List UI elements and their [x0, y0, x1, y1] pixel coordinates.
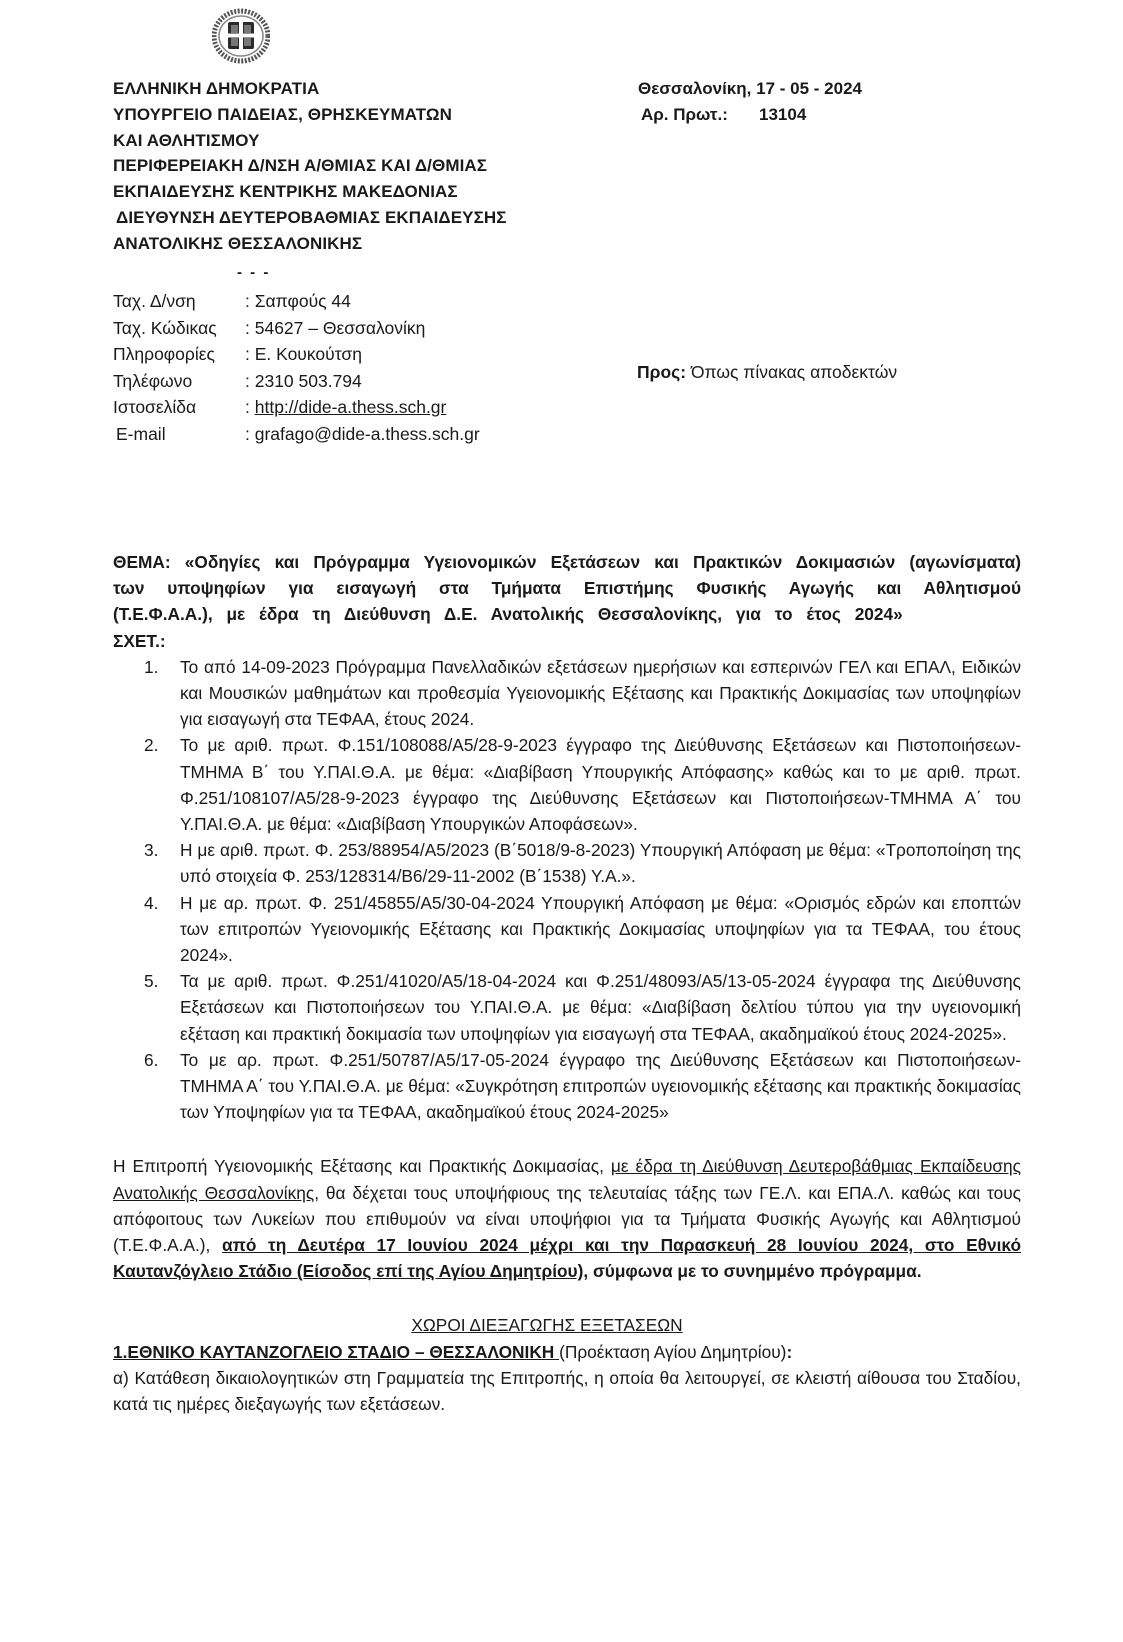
sender-line: ΕΚΠΑΙΔΕΥΣΗΣ ΚΕΝΤΡΙΚΗΣ ΜΑΚΕΔΟΝΙΑΣ [113, 182, 458, 202]
reference-text: Το από 14-09-2023 Πρόγραμμα Πανελλαδικών εξετάσεων ημερήσιων και εσπερινών ΓΕΛ και ΕΠΑΛ, Ειδικών και Μουσικών μαθημάτων και προθεσμία Υγειονομικής Εξέτασης και Πρακτικής Δοκιμασίας των υποψηφίων για εισαγωγή στα ΤΕΦΑΑ, έτους 2024. [180, 656, 1021, 730]
place-date: Θεσσαλονίκη, 17 - 05 - 2024 [638, 79, 862, 98]
contact-website [113, 394, 480, 421]
greek-coat-of-arms-icon [212, 8, 270, 64]
document-meta [638, 76, 862, 128]
paragraph-dates-location: από τη Δευτέρα 17 Ιουνίου 2024 μέχρι και την Παρασκευή 28 Ιουνίου 2024, στο Εθνικό Καυτανζόγλειο Στάδιο (Είσοδος επί της Αγίου Δημητρίου), [113, 1235, 1021, 1282]
email-value: : grafago@dide-a.thess.sch.gr [245, 423, 480, 444]
reference-number: 6. [144, 1049, 159, 1070]
sender-line: ΚΑΙ ΑΘΛΗΤΙΣΜΟΥ [113, 130, 260, 150]
reference-number: 4. [144, 892, 159, 913]
website-prefix: : [245, 397, 255, 417]
venues-title: ΧΩΡΟΙ ΔΙΕΞΑΓΩΓΗΣ ΕΞΕΤΑΣΕΩΝ [411, 1315, 683, 1336]
phone-value: : 2310 503.794 [245, 370, 362, 391]
contact-postcode [113, 315, 480, 342]
reference-number: 3. [144, 840, 159, 861]
reference-text: Η με αρ. πρωτ. Φ. 251/45855/Α5/30-04-2024 Υπουργική Απόφαση με θέμα: «Ορισμός εδρών και εποπτών των επιτροπών Υγειονομικής Εξέτασης και Πρακτικής Δοκιμασίας υποψηφίων για τα ΤΕΦΑΑ, του έτους 2024». [180, 892, 1021, 966]
venue-name: 1.ΕΘΝΙΚΟ ΚΑΥΤΑΝΖΟΓΛΕΙΟ ΣΤΑΔΙΟ – ΘΕΣΣΑΛΟΝΙΚΗ [113, 1341, 560, 1362]
reference-item [146, 837, 1021, 889]
reference-item [146, 890, 1021, 969]
main-paragraph [113, 1153, 1021, 1284]
contact-block [113, 288, 480, 447]
reference-item [146, 1047, 1021, 1126]
sender-line: ΠΕΡΙΦΕΡΕΙΑΚΗ Δ/ΝΣΗ Α/ΘΜΙΑΣ ΚΑΙ Δ/ΘΜΙΑΣ [113, 156, 488, 176]
contact-address [113, 288, 480, 315]
phone-label: Τηλέφωνο [113, 370, 193, 391]
references-list [113, 654, 1021, 1126]
reference-number: 2. [144, 735, 159, 756]
reference-item [146, 732, 1021, 837]
references-label: ΣΧΕΤ.: [113, 630, 166, 651]
sender-block [113, 76, 507, 257]
reference-text: Το με αριθ. πρωτ. Φ.151/108088/Α5/28-9-2023 έγγραφο της Διεύθυνσης Εξετάσεων και Πιστοποιήσεων-ΤΜΗΜΑ Β΄ του Υ.ΠΑΙ.Θ.Α. με θέμα: «Διαβίβαση Υπουργικής Απόφασης» καθώς και το με αριθ. πρωτ. Φ.251/108107/Α5/28-9-2023 έγγραφο της Διεύθυνσης Εξετάσεων και Πιστοποιήσεων-ΤΜΗΜΑ Α΄ του Υ.ΠΑΙ.Θ.Α. με θέμα: «Διαβίβαση Υπουργικών Αποφάσεων». [180, 735, 1021, 835]
reference-item [146, 968, 1021, 1047]
reference-text: Η με αριθ. πρωτ. Φ. 253/88954/Α5/2023 (Β΄5018/9-8-2023) Υπουργική Απόφαση με θέμα: «Τροποποίηση της υπό στοιχεία Φ. 253/128314/Β6/29-11-2002 (Β΄1538) Υ.Α.». [180, 840, 1021, 887]
venue-colon: : [786, 1341, 793, 1362]
contact-email [113, 421, 480, 448]
address-value: : Σαπφούς 44 [245, 291, 351, 311]
venue-item-a: α) Κατάθεση δικαιολογητικών στη Γραμματεία της Επιτροπής, η οποία θα λειτουργεί, σε κλειστή αίθουσα του Σταδίου, κατά τις ημέρες διεξαγωγής των εξετάσεων. [113, 1367, 1021, 1415]
sender-line: ΥΠΟΥΡΓΕΙΟ ΠΑΙΔΕΙΑΣ, ΘΡΗΣΚΕΥΜΑΤΩΝ [113, 104, 452, 124]
postcode-value: : 54627 – Θεσσαλονίκη [245, 317, 426, 338]
postcode-label: Ταχ. Κώδικας [113, 317, 217, 338]
reference-number: 5. [144, 971, 159, 992]
protocol-row [638, 102, 862, 128]
protocol-label: Αρ. Πρωτ.: [641, 105, 728, 124]
recipients [637, 362, 897, 383]
paragraph-closing: σύμφωνα με το συνημμένο πρόγραμμα. [588, 1261, 922, 1282]
paragraph-text: Η Επιτροπή Υγειονομικής Εξέτασης και Πρακτικής Δοκιμασίας, [113, 1156, 611, 1177]
venue-heading [113, 1339, 1021, 1365]
reference-number: 1. [144, 656, 159, 677]
contact-info [113, 341, 480, 368]
venue-location: (Προέκταση Αγίου Δημητρίου) [559, 1341, 787, 1362]
recipients-value: Όπως πίνακας αποδεκτών [690, 362, 898, 382]
contact-phone [113, 368, 480, 395]
address-label: Ταχ. Δ/νση [113, 291, 196, 311]
website-label: Ιστοσελίδα [113, 397, 197, 417]
subject: ΘΕΜΑ: «Οδηγίες και Πρόγραμμα Υγειονομικών Εξετάσεων και Πρακτικών Δοκιμασιών (αγωνίσματα) των υποψηφίων για εισαγωγή στα Τμήματα Επιστήμης Φυσικής Αγωγής και Αθλητισμού (Τ.Ε.Φ.Α.Α.), με έδρα τη Διεύθυνση Δ.Ε. Ανατολικής Θεσσαλονίκης, για το έτος 2024» [113, 552, 1021, 625]
document-body [113, 549, 1021, 1417]
info-value: : Ε. Κουκούτση [245, 344, 362, 364]
protocol-number: 13104 [759, 105, 807, 124]
reference-text: Τα με αριθ. πρωτ. Φ.251/41020/Α5/18-04-2024 και Φ.251/48093/Α5/13-05-2024 έγγραφα της Διεύθυνσης Εξετάσεων και Πιστοποιήσεων του Υ.ΠΑΙ.Θ.Α. με θέμα: «Διαβίβαση δελτίου τύπου για την υγειονομική εξέταση και πρακτική δοκιμασία των υποψηφίων για εισαγωγή στα ΤΕΦΑΑ, ακαδημαϊκού έτους 2024-2025». [180, 971, 1021, 1044]
sender-line: ΕΛΛΗΝΙΚΗ ΔΗΜΟΚΡΑΤΙΑ [113, 79, 320, 98]
paragraph-underlined-seat: με έδρα τη Διεύθυνση Δευτεροβάθμιας Εκπαίδευσης Ανατολικής Θεσσαλονίκης, [113, 1156, 1021, 1203]
paragraph-text: θα δέχεται τους υποψήφιους της τελευταίας τάξης των ΓΕ.Λ. και ΕΠΑ.Λ. καθώς και τους απόφοιτους των Λυκείων που επιθυμούν να είναι υποψήφιοι για τα Τμήματα Φυσικής Αγωγής και Αθλητισμού (Τ.Ε.Φ.Α.Α.), [113, 1182, 1021, 1256]
reference-text: Το με αρ. πρωτ. Φ.251/50787/Α5/17-05-2024 έγγραφο της Διεύθυνσης Εξετάσεων και Πιστοποιήσεων-ΤΜΗΜΑ Α΄ του Υ.ΠΑΙ.Θ.Α. με θέμα: «Συγκρότηση επιτροπών υγειονομικής εξέτασης και πρακτικής δοκιμασίας των Υποψηφίων για τα ΤΕΦΑΑ, ακαδημαϊκού έτους 2024-2025» [180, 1049, 1021, 1123]
recipients-label: Προς: [637, 362, 687, 382]
website-link[interactable]: http://dide-a.thess.sch.gr [254, 397, 447, 417]
email-label: E-mail [116, 423, 166, 444]
sender-line: ΔΙΕΥΘΥΝΣΗ ΔΕΥΤΕΡΟΒΑΘΜΙΑΣ ΕΚΠΑΙΔΕΥΣΗΣ [116, 207, 507, 227]
info-label: Πληροφορίες [113, 344, 215, 364]
reference-item [146, 654, 1021, 733]
separator: - - - [237, 264, 271, 281]
sender-line: ΑΝΑΤΟΛΙΚΗΣ ΘΕΣΣΑΛΟΝΙΚΗΣ [113, 233, 363, 253]
